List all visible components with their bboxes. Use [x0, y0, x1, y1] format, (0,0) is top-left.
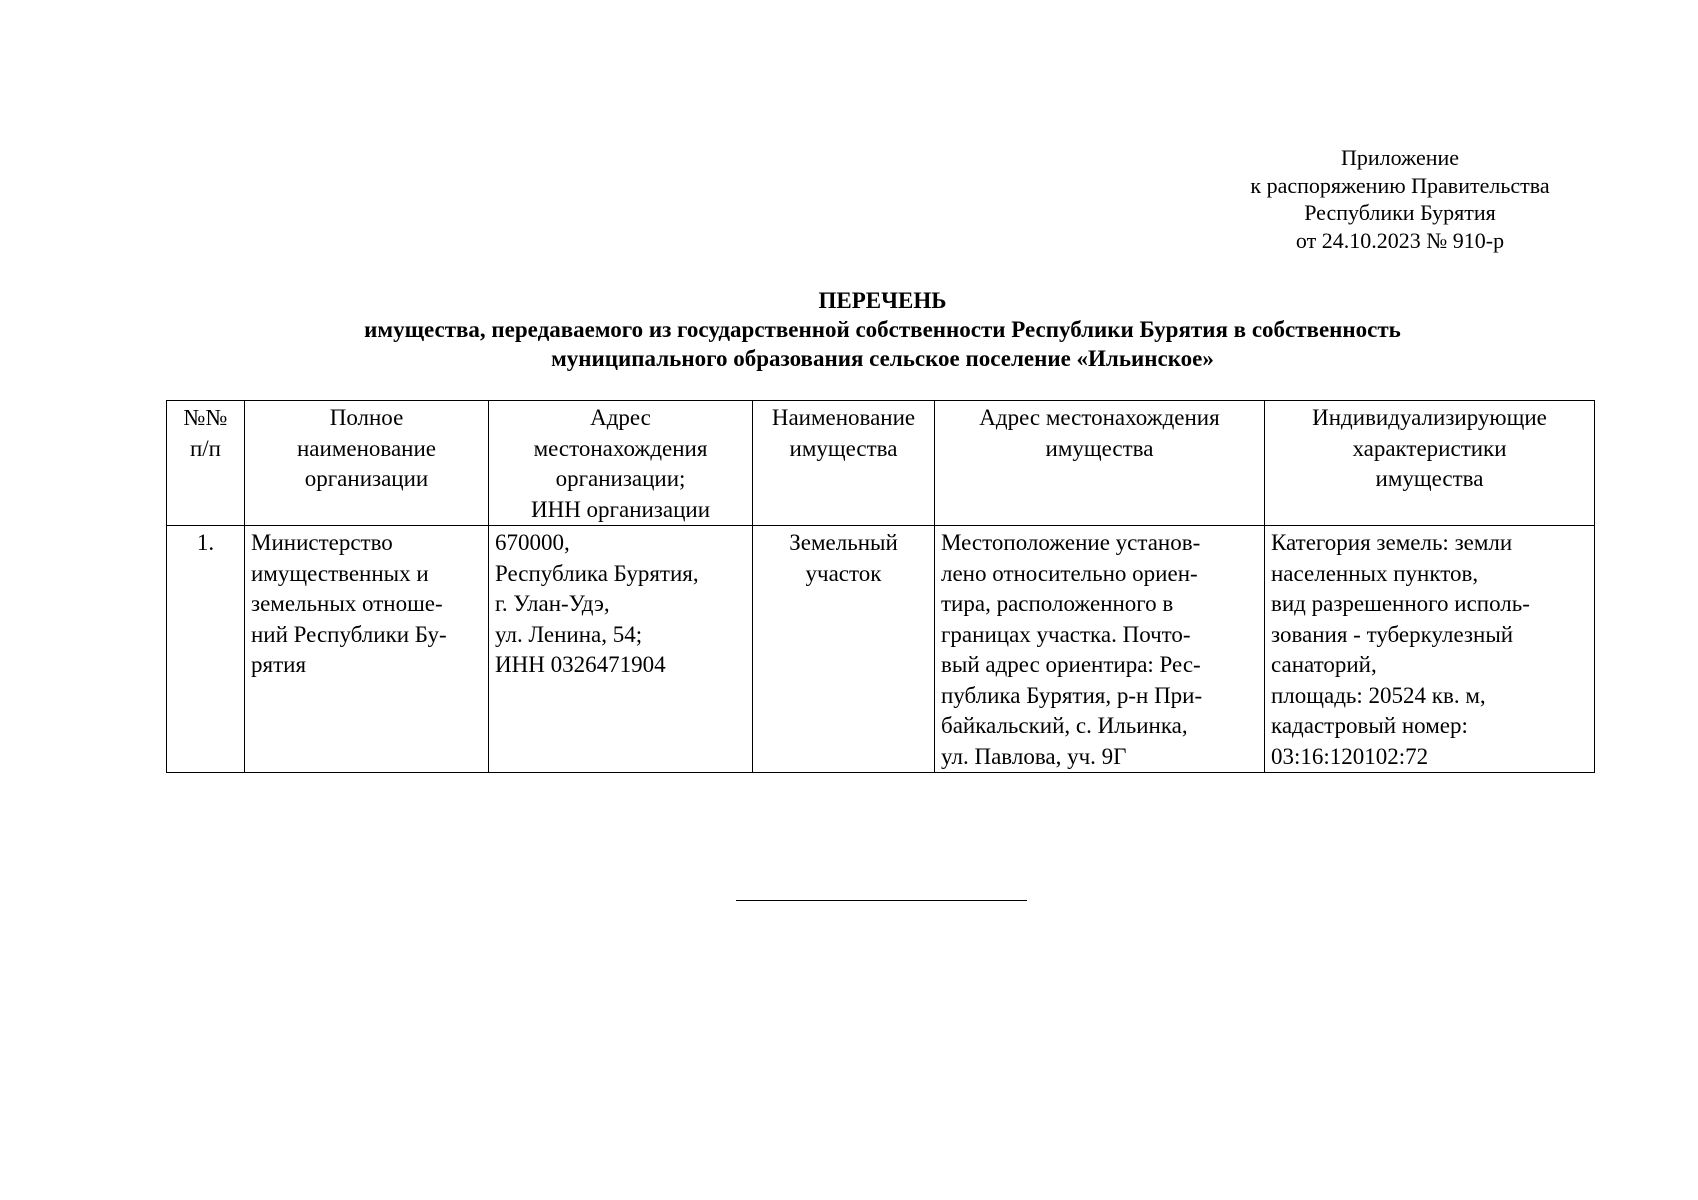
cell-property-name: Земельный участок: [753, 526, 935, 773]
header-number: №№ п/п: [167, 401, 245, 526]
document-subtitle-line-1: имущества, передаваемого из государственной собственности Республики Бурятия в собственность: [364, 317, 1401, 342]
cell-number: 1.: [167, 526, 245, 773]
cell-property-address: Местоположение установ- лено относительно ориен- тира, расположенного в границах участка. Почто- вый адрес ориентира: Рес- публика Бурятия, р-н При- байкальский, с. Ильинка, ул. Павлова, уч. 9Г: [935, 526, 1265, 773]
cell-organization-address: 670000, Республика Бурятия, г. Улан-Удэ, ул. Ленина, 54; ИНН 0326471904: [489, 526, 753, 773]
cell-property-characteristics: Категория земель: земли населенных пунктов, вид разрешенного исполь- зования - туберкулезный санаторий, площадь: 20524 кв. м, кадастровый номер: 03:16:120102:72: [1265, 526, 1595, 773]
header-property-name: Наименование имущества: [753, 401, 935, 526]
table-header-row: [167, 401, 1595, 526]
appendix-block: [1210, 144, 1590, 254]
appendix-date-number: от 24.10.2023 № 910-р: [1295, 227, 1505, 253]
table-row: [167, 526, 1595, 773]
document-heading: [0, 286, 1698, 373]
header-organization-address: Адрес местонахождения организации; ИНН организации: [489, 401, 753, 526]
appendix-label: Приложение: [1340, 145, 1460, 170]
header-property-characteristics: Индивидуализирующие характеристики имущества: [1265, 401, 1595, 526]
cell-organization-name: Министерство имущественных и земельных отноше- ний Республики Бу- рятия: [245, 526, 489, 773]
document-subtitle-line-2: муниципального образования сельское поселение «Ильинское»: [551, 346, 1214, 371]
appendix-republic: Республики Бурятия: [1304, 200, 1496, 225]
document-title: ПЕРЕЧЕНЬ: [818, 288, 947, 313]
appendix-reference: к распоряжению Правительства: [1250, 172, 1550, 198]
header-property-address: Адрес местонахождения имущества: [935, 401, 1265, 526]
header-organization-name: Полное наименование организации: [245, 401, 489, 526]
property-list-table: [166, 400, 1595, 773]
end-divider-line: [736, 900, 1027, 901]
